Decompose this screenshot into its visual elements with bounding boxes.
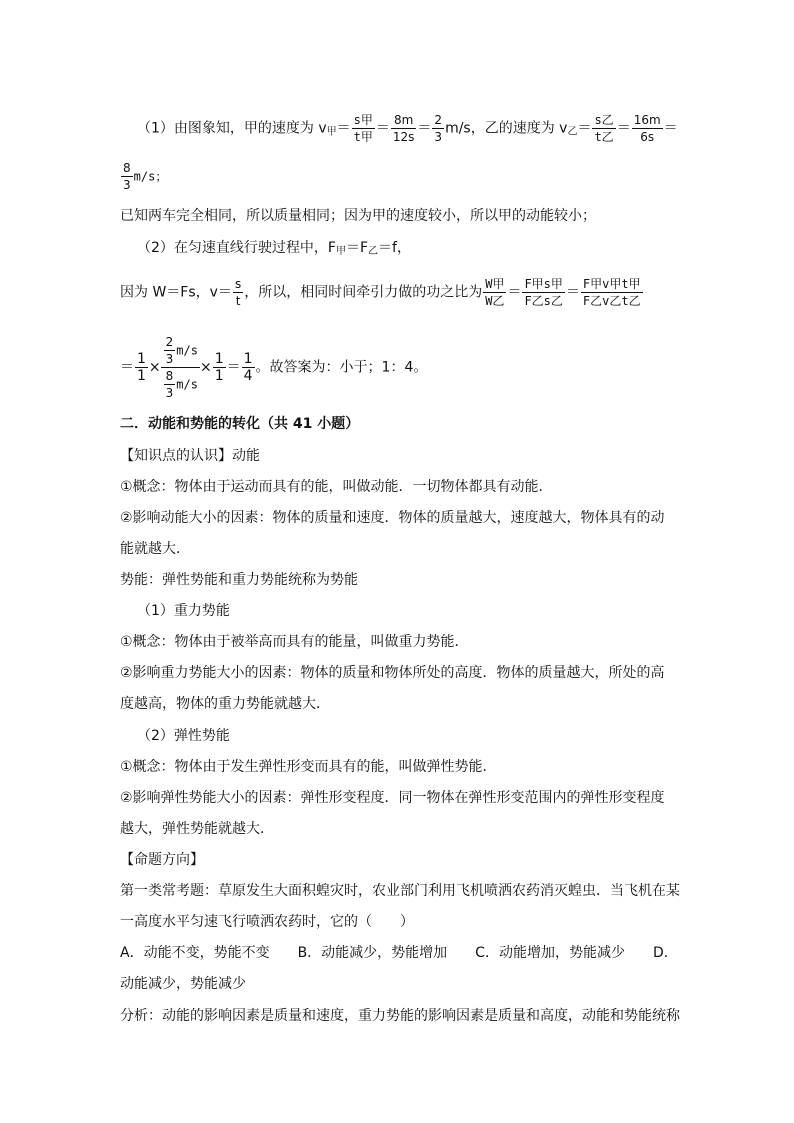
paragraph: 已知两车完全相同，所以质量相同；因为甲的速度较小，所以甲的动能较小； — [120, 208, 596, 224]
fraction — [391, 112, 417, 145]
fraction — [432, 112, 444, 145]
fraction — [592, 112, 615, 145]
paragraph: 第一类常考题：草原发生大面积蝗灾时，农业部门利用飞机喷洒农药消灭蝗虫．当飞机在某 — [120, 883, 680, 899]
paragraph: ②影响弹性势能大小的因素：弹性形变程度．同一物体在弹性形变范围内的弹性形变程度 — [120, 790, 665, 806]
paragraph: （2）弹性势能 — [137, 728, 230, 744]
text: ＝f， — [378, 240, 411, 256]
denominator: 12s — [392, 130, 415, 144]
fraction — [632, 112, 663, 145]
numerator: F甲s甲 — [524, 277, 563, 291]
denominator: t甲 — [353, 130, 373, 144]
paragraph: ②影响重力势能大小的因素：物体的质量和物体所处的高度．物体的质量越大，所处的高 — [120, 665, 665, 681]
fraction — [581, 276, 643, 309]
text: 。故答案为：小于；1：4。 — [255, 359, 428, 376]
text: 因为 W＝Fs，v＝ — [120, 284, 232, 301]
fraction — [522, 276, 564, 309]
equals: ＝ — [226, 359, 241, 376]
numerator: s乙 — [594, 113, 614, 127]
speed-equation-line — [137, 112, 678, 145]
paragraph: （1）重力势能 — [137, 603, 230, 619]
times: × — [148, 359, 161, 376]
numerator: s — [234, 277, 242, 291]
denominator: 1 — [214, 368, 224, 384]
equals: ＝ — [565, 284, 580, 301]
numerator: 16m — [633, 113, 661, 127]
text: （1）由图象知，甲的速度为 v — [137, 120, 327, 137]
paragraph: 一高度水平匀速飞行喷洒农药时，它的（ ） — [120, 914, 414, 930]
numerator: 8 — [123, 161, 131, 175]
paragraph: 越大，弹性势能就越大． — [120, 821, 274, 837]
denominator: 3 — [123, 178, 131, 192]
denominator: 4 — [243, 368, 253, 384]
text: ，所以，相同时间牵引力做的功之比为 — [244, 284, 483, 301]
paragraph: 分析：动能的影响因素是质量和速度，重力势能的影响因素是质量和高度，动能和势能统称 — [120, 1008, 680, 1024]
paragraph: 【知识点的认识】动能 — [120, 448, 260, 464]
numerator: 1 — [243, 351, 253, 367]
denominator: 3 — [434, 130, 443, 144]
section-heading: 二．动能和势能的转化（共 41 小题） — [120, 416, 360, 432]
denominator: W乙 — [485, 294, 505, 308]
numerator: 8m — [391, 112, 417, 129]
compound-fraction — [161, 334, 200, 401]
paragraph: ①概念：物体由于运动而具有的能，叫做动能．一切物体都具有动能． — [120, 479, 553, 495]
fraction — [121, 160, 133, 193]
subscript: 甲 — [335, 246, 346, 257]
equals: ＝ — [375, 120, 390, 137]
fraction — [164, 368, 176, 401]
text: m/s，乙的速度为 v — [445, 120, 568, 137]
compound-numerator — [161, 334, 200, 368]
paragraph: A．动能不变，势能不变 B．动能减少，势能增加 C．动能增加，势能减少 D． — [120, 945, 678, 961]
numerator: 8 — [165, 369, 174, 383]
speed-result-line — [120, 160, 167, 193]
work-ratio-line — [120, 276, 644, 309]
unit: m/s； — [133, 169, 168, 184]
fraction — [164, 334, 176, 367]
numerator: 1 — [214, 351, 224, 367]
denominator: 1 — [137, 368, 146, 384]
fraction — [135, 351, 148, 384]
compound-denominator — [161, 368, 200, 401]
fraction — [352, 112, 375, 145]
paragraph: ②影响动能大小的因素：物体的质量和速度．物体的质量越大，速度越大，物体具有的动 — [120, 510, 665, 526]
equals: ＝ — [616, 120, 631, 137]
paragraph: 能就越大． — [120, 541, 190, 557]
numerator: 1 — [137, 351, 146, 367]
times: × — [199, 359, 212, 376]
paragraph: ①概念：物体由于发生弹性形变而具有的能，叫做弹性势能． — [120, 759, 497, 775]
numerator: s甲 — [353, 113, 373, 127]
denominator: 6s — [640, 130, 655, 144]
fraction — [242, 351, 255, 384]
calculation-line — [120, 334, 427, 401]
subscript: 甲 — [326, 126, 337, 138]
paragraph: 【命题方向】 — [120, 852, 204, 868]
force-line — [137, 238, 411, 262]
equals: ＝ — [336, 120, 351, 137]
paragraph: 度越高，物体的重力势能就越大． — [120, 696, 330, 712]
denominator: 3 — [165, 386, 174, 400]
equals: ＝ — [120, 359, 134, 376]
denominator: F乙s乙 — [524, 294, 563, 308]
denominator: t乙 — [594, 130, 614, 144]
denominator: 3 — [165, 352, 174, 366]
equals: ＝ — [417, 120, 432, 137]
equals: ＝ — [507, 284, 522, 301]
numerator: W甲 — [485, 277, 505, 291]
text: ＝F — [345, 240, 369, 256]
fraction — [213, 351, 226, 384]
unit: m/s — [176, 377, 198, 392]
numerator: 2 — [434, 113, 443, 127]
paragraph: 动能减少，势能减少 — [120, 976, 246, 992]
fraction — [233, 276, 243, 309]
subscript: 乙 — [368, 246, 379, 257]
numerator: 2 — [165, 335, 174, 349]
paragraph: ①概念：物体由于被举高而具有的能量，叫做重力势能． — [120, 634, 469, 650]
fraction — [483, 276, 506, 309]
numerator: F甲v甲t甲 — [582, 277, 641, 291]
paragraph: 势能：弹性势能和重力势能统称为势能 — [120, 572, 358, 588]
text: （2）在匀速直线行驶过程中，F — [137, 240, 336, 256]
unit: m/s — [176, 343, 198, 358]
subscript: 乙 — [567, 126, 578, 138]
denominator: t — [235, 294, 241, 308]
equals: ＝ — [663, 120, 678, 137]
equals: ＝ — [577, 120, 592, 137]
denominator: F乙v乙t乙 — [582, 294, 641, 308]
